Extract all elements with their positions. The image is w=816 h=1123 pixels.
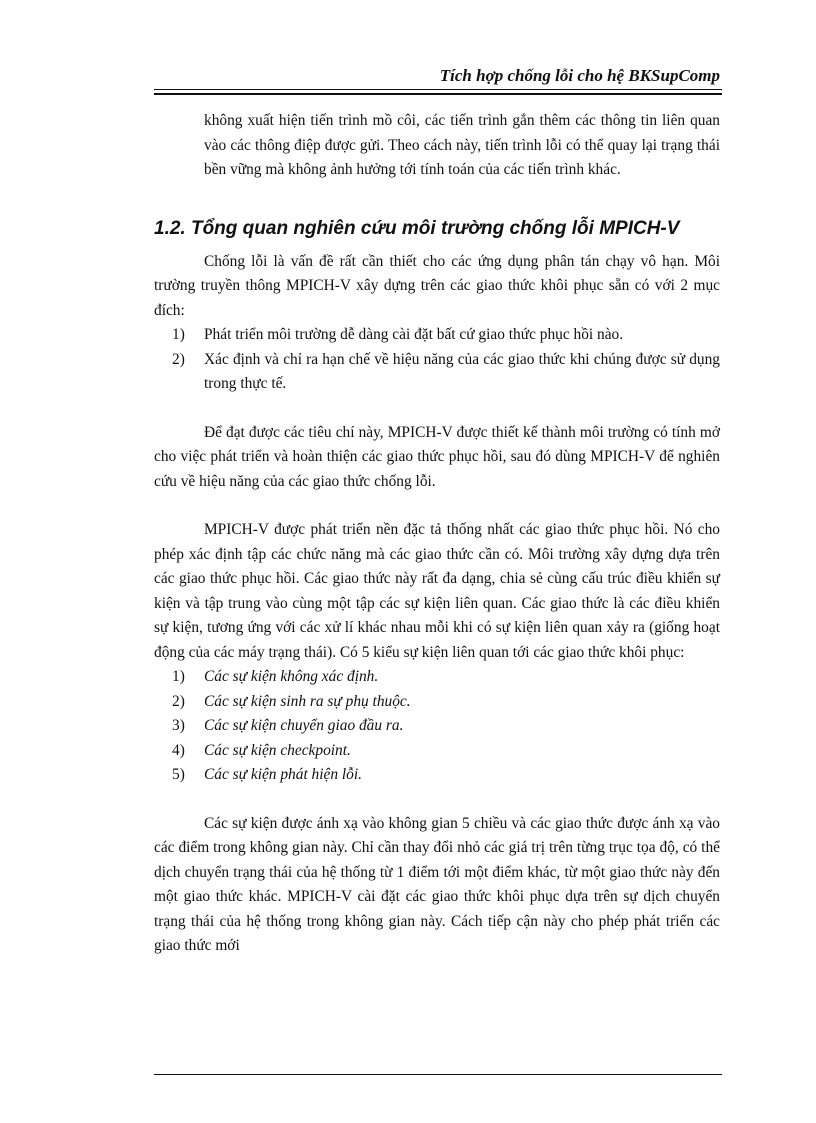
list-text: Phát triển môi trường dễ dàng cài đặt bất cứ giao thức phục hồi nào. (204, 326, 624, 343)
list-item (154, 739, 720, 764)
events-list (154, 665, 720, 788)
list-item (154, 690, 720, 715)
list-item (154, 665, 720, 690)
list-number: 2) (172, 350, 185, 368)
list-text: Các sự kiện chuyển giao đầu ra. (204, 717, 404, 734)
list-text: Các sự kiện phát hiện lỗi. (204, 766, 363, 783)
list-text: Các sự kiện checkpoint. (204, 741, 351, 759)
spacer (154, 397, 720, 421)
list-item (154, 714, 720, 739)
list-number: 1) (172, 668, 185, 685)
list-text: Các sự kiện sinh ra sự phụ thuộc. (204, 692, 411, 710)
paragraph-3: MPICH-V được phát triển nền đặc tả thống nhất các giao thức phục hồi. Nó cho phép xác định tập các chức năng mà các giao thức cần có. Môi trường xây dựng dựa trên các giao thức phục hồi. Các giao thức này rất đa dạng, chia sẻ cùng cấu trúc điều khiển sự kiện và tập trung vào cùng một tập các sự kiện liên quan. Các giao thức là các điều khiển sự kiện, tương ứng với các xử lí khác nhau mỗi khi có sự kiện liên quan xảy ra (giống hoạt động của các máy trạng thái). Có 5 kiểu sự kiện liên quan tới các giao thức khôi phục: (154, 521, 720, 661)
list-number: 3) (172, 717, 185, 734)
list-item (154, 348, 720, 397)
header-rule (154, 89, 722, 90)
page-content (154, 109, 720, 959)
list-number: 4) (172, 741, 185, 759)
header-rule-thick (154, 93, 722, 95)
page-header-title: Tích hợp chống lỗi cho hệ BKSupComp (439, 66, 720, 85)
paragraph-2: Để đạt được các tiêu chí này, MPICH-V được thiết kế thành môi trường có tính mở cho việc phát triển và hoàn thiện các giao thức phục hồi, sau đó dùng MPICH-V để nghiên cứu về hiệu năng của các giao thức chống lỗi. (154, 423, 720, 490)
list-item (154, 323, 720, 348)
list-number: 1) (172, 326, 185, 343)
list-item (154, 763, 720, 788)
intro-paragraph: không xuất hiện tiến trình mồ côi, các tiến trình gắn thêm các thông tin liên quan vào các thông điệp được gửi. Theo cách này, tiến trình lỗi có thể quay lại trạng thái bền vững mà không ảnh hưởng tới tính toán của các tiến trình khác. (204, 112, 720, 178)
paragraph-4: Các sự kiện được ánh xạ vào không gian 5 chiều và các giao thức được ánh xạ vào các điểm trong không gian này. Chỉ cần thay đổi nhỏ các giá trị trên từng trục tọa độ, có thể dịch chuyển trạng thái của hệ thống từ 1 điểm tới một điểm khác, từ một giao thức này đến một giao thức khác. MPICH-V cài đặt các giao thức khôi phục dựa trên sự dịch chuyển trạng thái của hệ thống trong không gian này. Cách tiếp cận này cho phép phát triển các giao thức mới (154, 814, 720, 954)
list-text: Xác định và chỉ ra hạn chế về hiệu năng của các giao thức khi chúng được sử dụng trong thực tế. (204, 350, 720, 392)
list-text: Các sự kiện không xác định. (204, 668, 379, 685)
spacer (154, 788, 720, 812)
section-heading: 1.2. Tổng quan nghiên cứu môi trường chống lỗi MPICH-V (154, 217, 680, 239)
footer-rule (154, 1074, 722, 1075)
spacer (154, 494, 720, 518)
goals-list (154, 323, 720, 397)
paragraph-1: Chống lỗi là vấn đề rất cần thiết cho các ứng dụng phân tán chạy vô hạn. Môi trường truyền thông MPICH-V xây dựng trên các giao thức khôi phục sẵn có với 2 mục đích: (154, 252, 720, 319)
list-number: 5) (172, 766, 185, 783)
list-number: 2) (172, 692, 185, 710)
